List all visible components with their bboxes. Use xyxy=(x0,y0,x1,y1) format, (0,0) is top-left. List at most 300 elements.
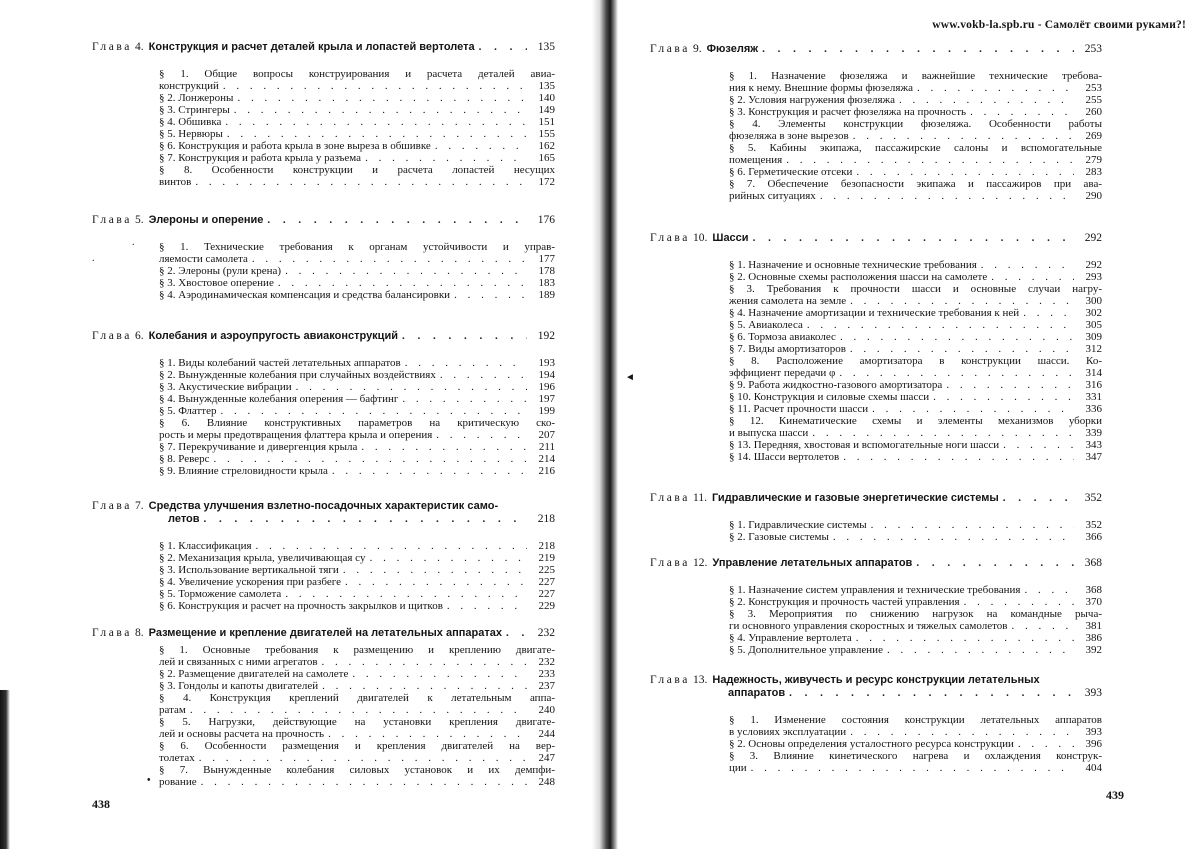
right-page xyxy=(612,0,1200,849)
section-text xyxy=(729,451,1102,463)
section-title-cont: ния к нему. Внешние формы фюзеляжа xyxy=(729,82,913,94)
section-title: § 2. Основные схемы расположения шасси на самолете xyxy=(729,271,988,283)
dot-leader xyxy=(435,140,527,152)
section-page: 331 xyxy=(1085,391,1102,403)
dot-leader xyxy=(252,253,527,265)
section-page: 240 xyxy=(538,704,555,716)
chapter-number: 13. xyxy=(693,674,708,686)
chapter-heading xyxy=(650,492,1102,505)
dot-leader xyxy=(214,453,528,465)
section-title-cont: рийных ситуациях xyxy=(729,190,816,202)
section-list xyxy=(159,241,555,301)
section-text xyxy=(729,738,1102,750)
chapter-title: Размещение и крепление двигателей на летательных аппаратах xyxy=(148,627,502,639)
section-title: § 7. Вынужденные колебания силовых установок и их демпфи- xyxy=(159,764,555,776)
dot-leader xyxy=(352,668,527,680)
section-page: 316 xyxy=(1085,379,1102,391)
chapter-word: Глава xyxy=(92,41,133,53)
section-entry xyxy=(159,381,555,393)
section-entry xyxy=(159,600,555,612)
section-list xyxy=(729,714,1102,774)
section-entry xyxy=(729,166,1102,178)
section-title: § 1. Классификация xyxy=(159,540,252,552)
section-page: 225 xyxy=(538,564,555,576)
section-title: § 6. Тормоза авиаколес xyxy=(729,331,836,343)
section-page: 194 xyxy=(538,369,555,381)
dot-leader xyxy=(332,465,527,477)
section-text xyxy=(159,644,555,668)
chapter-page: 368 xyxy=(1084,557,1102,569)
section-page: 232 xyxy=(538,656,555,668)
section-entry xyxy=(159,265,555,277)
dot-leader xyxy=(850,343,1074,355)
section-entry xyxy=(159,116,555,128)
section-page: 233 xyxy=(538,668,555,680)
dot-leader xyxy=(1003,439,1074,451)
section-page: 211 xyxy=(538,441,555,453)
chapter-entry xyxy=(650,492,1102,543)
section-text xyxy=(159,740,555,764)
section-text xyxy=(159,104,555,116)
section-page: 199 xyxy=(538,405,555,417)
section-title: § 3. Хвостовое оперение xyxy=(159,277,274,289)
section-title: § 5. Нагрузки, действующие на установки крепления двигате- xyxy=(159,716,555,728)
chapter-entry xyxy=(650,557,1102,656)
section-text xyxy=(159,576,555,588)
section-title: § 3. Влияние кинетического нагрева и охлаждения конструк- xyxy=(729,750,1102,762)
section-entry xyxy=(729,319,1102,331)
section-page: 290 xyxy=(1085,190,1102,202)
section-line2 xyxy=(729,130,1102,142)
section-page: 219 xyxy=(538,552,555,564)
section-page: 155 xyxy=(538,128,555,140)
dot-leader xyxy=(1003,492,1074,505)
chapter-heading-cont xyxy=(650,687,1102,700)
page-number-right: 439 xyxy=(1106,788,1124,802)
chapter-word: Глава xyxy=(650,557,691,569)
chapter-heading xyxy=(92,627,555,640)
section-title-cont: лей и связанных с ними агрегатов xyxy=(159,656,318,668)
section-title: § 8. Реверс xyxy=(159,453,210,465)
dot-leader xyxy=(220,405,527,417)
scan-mark: . xyxy=(132,237,135,248)
section-entry xyxy=(159,540,555,552)
section-text xyxy=(159,692,555,716)
dot-leader xyxy=(820,190,1074,202)
dot-leader xyxy=(328,728,527,740)
section-text xyxy=(159,540,555,552)
section-title-cont: ляемости самолета xyxy=(159,253,248,265)
chapter-number: 12. xyxy=(693,557,708,569)
chapter-page: 292 xyxy=(1084,232,1102,244)
section-line2 xyxy=(159,176,555,188)
section-line2 xyxy=(729,762,1102,774)
section-line2 xyxy=(729,620,1102,632)
section-page: 314 xyxy=(1085,367,1102,379)
page-number-left: 438 xyxy=(92,797,110,811)
section-title: § 13. Передняя, хвостовая и вспомогательные ноги шасси xyxy=(729,439,1000,451)
dot-leader xyxy=(223,80,527,92)
section-title: § 1. Назначение систем управления и технические требования xyxy=(729,584,1021,596)
section-title: § 1. Гидравлические системы xyxy=(729,519,867,531)
chapter-title: Шасси xyxy=(712,232,749,244)
section-title: § 3. Гондолы и капоты двигателей xyxy=(159,680,319,692)
chapter-heading xyxy=(650,557,1102,570)
section-title-cont: рование xyxy=(159,776,197,788)
dot-leader xyxy=(436,429,527,441)
section-entry xyxy=(159,644,555,668)
dot-leader xyxy=(887,644,1074,656)
chapter-title: Фюзеляж xyxy=(706,43,759,55)
section-entry xyxy=(159,405,555,417)
section-title: § 3. Мероприятия по снижению нагрузок на командные рыча- xyxy=(729,608,1102,620)
section-page: 352 xyxy=(1085,519,1102,531)
section-page: 255 xyxy=(1085,94,1102,106)
section-text xyxy=(729,584,1102,596)
site-header: www.vokb-la.spb.ru - Самолёт своими руками?! xyxy=(932,19,1186,31)
section-text xyxy=(159,277,555,289)
section-title: § 11. Расчет прочности шасси xyxy=(729,403,869,415)
section-page: 336 xyxy=(1085,403,1102,415)
section-title: § 1. Изменение состояния конструкции летательных аппаратов xyxy=(729,714,1102,726)
dot-leader xyxy=(402,393,527,405)
section-title: § 4. Элементы конструкции фюзеляжа. Особенности работы xyxy=(729,118,1102,130)
section-entry xyxy=(159,152,555,164)
section-page: 244 xyxy=(538,728,555,740)
section-entry xyxy=(729,644,1102,656)
section-entry xyxy=(729,415,1102,439)
section-text xyxy=(729,403,1102,415)
dot-leader xyxy=(237,92,527,104)
chapter-word: Глава xyxy=(92,330,133,342)
dot-leader xyxy=(751,762,1074,774)
chapter-word: Глава xyxy=(92,500,133,512)
section-entry xyxy=(159,68,555,92)
section-page: 197 xyxy=(538,393,555,405)
section-line2 xyxy=(729,427,1102,439)
section-text xyxy=(159,289,555,301)
dot-leader xyxy=(365,152,527,164)
section-text xyxy=(159,152,555,164)
section-title: § 6. Конструкция и работа крыла в зоне выреза в обшивке xyxy=(159,140,431,152)
chapter-entry xyxy=(92,214,555,301)
section-title: § 3. Конструкция и расчет фюзеляжа на прочность xyxy=(729,106,967,118)
chapter-number: 7. xyxy=(135,500,144,512)
section-entry xyxy=(729,439,1102,451)
section-title-cont: помещения xyxy=(729,154,783,166)
chapter-entry xyxy=(650,43,1102,202)
dot-leader xyxy=(370,552,527,564)
section-text xyxy=(729,118,1102,142)
section-text xyxy=(729,271,1102,283)
section-page: 312 xyxy=(1085,343,1102,355)
section-text xyxy=(729,94,1102,106)
section-text xyxy=(159,588,555,600)
section-page: 396 xyxy=(1085,738,1102,750)
section-entry xyxy=(729,331,1102,343)
chapter-number: 10. xyxy=(693,232,708,244)
section-title: § 6. Конструкция и расчет на прочность закрылков и щитков xyxy=(159,600,443,612)
section-page: 227 xyxy=(538,576,555,588)
section-entry xyxy=(729,632,1102,644)
dot-leader xyxy=(1024,584,1074,596)
chapter-number: 8. xyxy=(135,627,144,639)
section-text xyxy=(159,381,555,393)
section-page: 189 xyxy=(538,289,555,301)
section-entry xyxy=(729,596,1102,608)
section-title-cont: и выпуска шасси xyxy=(729,427,809,439)
dot-leader xyxy=(853,130,1074,142)
dot-leader xyxy=(850,295,1074,307)
section-text xyxy=(729,283,1102,307)
section-entry xyxy=(729,750,1102,774)
section-entry xyxy=(159,128,555,140)
chapter-heading-cont xyxy=(92,513,555,526)
dot-leader xyxy=(361,441,527,453)
section-entry xyxy=(159,588,555,600)
section-title-cont: толетах xyxy=(159,752,195,764)
dot-leader xyxy=(753,232,1074,245)
section-title-cont: эффициент передачи φ xyxy=(729,367,836,379)
chapter-heading xyxy=(650,43,1102,56)
section-title: § 1. Технические требования к органам устойчивости и управ- xyxy=(159,241,555,253)
section-text xyxy=(729,355,1102,379)
section-text xyxy=(729,142,1102,166)
dot-leader xyxy=(843,451,1074,463)
section-entry xyxy=(729,584,1102,596)
section-page: 293 xyxy=(1085,271,1102,283)
section-line2 xyxy=(159,253,555,265)
chapter-word: Глава xyxy=(92,627,133,639)
section-title-cont: винтов xyxy=(159,176,192,188)
section-page: 368 xyxy=(1085,584,1102,596)
section-page: 269 xyxy=(1085,130,1102,142)
section-page: 178 xyxy=(538,265,555,277)
section-page: 196 xyxy=(538,381,555,393)
section-page: 183 xyxy=(538,277,555,289)
section-entry xyxy=(729,391,1102,403)
section-text xyxy=(159,453,555,465)
section-title: § 5. Дополнительное управление xyxy=(729,644,883,656)
section-page: 370 xyxy=(1085,596,1102,608)
section-entry xyxy=(159,692,555,716)
section-page: 366 xyxy=(1085,531,1102,543)
section-page: 381 xyxy=(1085,620,1102,632)
section-text xyxy=(159,116,555,128)
section-page: 177 xyxy=(538,253,555,265)
chapter-page: 192 xyxy=(537,330,555,342)
dot-leader xyxy=(899,94,1074,106)
dot-leader xyxy=(850,726,1074,738)
section-page: 151 xyxy=(538,116,555,128)
section-entry xyxy=(159,357,555,369)
section-page: 253 xyxy=(1085,82,1102,94)
section-title: § 8. Особенности конструкции и расчета лопастей несущих xyxy=(159,164,555,176)
section-line2 xyxy=(729,295,1102,307)
dot-leader xyxy=(1018,738,1074,750)
section-text xyxy=(159,164,555,188)
section-entry xyxy=(729,70,1102,94)
chapter-title: Гидравлические и газовые энергетические системы xyxy=(711,492,999,504)
section-entry xyxy=(159,241,555,265)
section-title: § 2. Лонжероны xyxy=(159,92,234,104)
dot-leader xyxy=(991,271,1074,283)
section-title: § 7. Конструкция и работа крыла у разъема xyxy=(159,152,362,164)
section-title: § 5. Авиаколеса xyxy=(729,319,803,331)
dot-leader xyxy=(195,176,527,188)
dot-leader xyxy=(204,513,527,526)
chapter-title: Надежность, живучесть и ресурс конструкции летательных xyxy=(712,674,1040,686)
section-title: § 4. Аэродинамическая компенсация и средства балансировки xyxy=(159,289,451,301)
section-entry xyxy=(729,519,1102,531)
section-title: § 9. Влияние стреловидности крыла xyxy=(159,465,328,477)
section-page: 305 xyxy=(1085,319,1102,331)
section-page: 207 xyxy=(538,429,555,441)
chapter-heading xyxy=(92,41,555,54)
section-entry xyxy=(729,531,1102,543)
section-page: 165 xyxy=(538,152,555,164)
dot-leader xyxy=(402,330,527,343)
section-title: § 5. Флаттер xyxy=(159,405,217,417)
section-text xyxy=(729,166,1102,178)
section-line2 xyxy=(159,704,555,716)
section-entry xyxy=(159,740,555,764)
section-entry xyxy=(729,94,1102,106)
dot-leader xyxy=(296,381,527,393)
section-title: § 8. Расположение амортизатора в конструкции шасси. Ко- xyxy=(729,355,1102,367)
dot-leader xyxy=(1023,307,1074,319)
section-title: § 3. Акустические вибрации xyxy=(159,381,292,393)
chapter-word: Глава xyxy=(650,43,691,55)
dot-leader xyxy=(762,43,1074,56)
section-title: § 5. Кабины экипажа, пассажирские салоны и вспомогательные xyxy=(729,142,1102,154)
chapter-heading xyxy=(92,214,555,227)
section-entry xyxy=(159,441,555,453)
chapter-number: 6. xyxy=(135,330,144,342)
dot-leader xyxy=(234,104,527,116)
section-page: 227 xyxy=(538,588,555,600)
section-text xyxy=(729,714,1102,738)
dot-leader xyxy=(970,106,1074,118)
section-entry xyxy=(729,403,1102,415)
section-entry xyxy=(159,369,555,381)
chapter-heading xyxy=(650,232,1102,245)
scan-mark: • xyxy=(147,775,151,786)
chapter-entry xyxy=(92,41,555,188)
chapter-title: Управление летательных аппаратов xyxy=(712,557,913,569)
dot-leader xyxy=(201,776,527,788)
section-text xyxy=(729,391,1102,403)
section-title: § 10. Конструкция и силовые схемы шасси xyxy=(729,391,930,403)
section-title: § 1. Виды колебаний частей летательных аппаратов xyxy=(159,357,401,369)
section-title: § 2. Элероны (рули крена) xyxy=(159,265,282,277)
section-page: 135 xyxy=(538,80,555,92)
section-title-cont: ратам xyxy=(159,704,186,716)
chapter-number: 5. xyxy=(135,214,144,226)
section-title: § 2. Механизация крыла, увеличивающая cy xyxy=(159,552,366,564)
section-title: § 4. Вынужденные колебания оперения — бафтинг xyxy=(159,393,399,405)
section-text xyxy=(729,106,1102,118)
chapter-page: 352 xyxy=(1084,492,1102,504)
section-page: 404 xyxy=(1085,762,1102,774)
dot-leader xyxy=(856,632,1074,644)
section-list xyxy=(159,68,555,188)
section-title: § 3. Стрингеры xyxy=(159,104,230,116)
section-page: 172 xyxy=(538,176,555,188)
chapter-page: 135 xyxy=(537,41,555,53)
chapter-number: 4. xyxy=(135,41,144,53)
section-text xyxy=(729,596,1102,608)
dot-leader xyxy=(506,627,527,640)
chapter-page: 176 xyxy=(537,214,555,226)
dot-leader xyxy=(1011,620,1074,632)
section-text xyxy=(159,265,555,277)
section-text xyxy=(159,668,555,680)
dot-leader xyxy=(267,214,527,227)
section-list xyxy=(729,70,1102,202)
section-list xyxy=(729,584,1102,656)
section-title: § 9. Работа жидкостно-газового амортизатора xyxy=(729,379,943,391)
chapter-title: Средства улучшения взлетно-посадочных характеристик само- xyxy=(148,500,499,512)
chapter-number: 9. xyxy=(693,43,702,55)
dot-leader xyxy=(916,557,1074,570)
section-text xyxy=(159,564,555,576)
section-list xyxy=(729,259,1102,463)
section-text xyxy=(159,465,555,477)
section-title: § 2. Конструкция и прочность частей управления xyxy=(729,596,960,608)
chapter-page: 218 xyxy=(537,513,555,525)
section-entry xyxy=(159,716,555,740)
chapter-page: 232 xyxy=(537,627,555,639)
section-entry xyxy=(159,576,555,588)
chapter-page: 253 xyxy=(1084,43,1102,55)
section-title: § 2. Размещение двигателей на самолете xyxy=(159,668,349,680)
section-page: 218 xyxy=(538,540,555,552)
dot-leader xyxy=(440,369,527,381)
scan-mark: ◄ xyxy=(625,372,635,383)
section-page: 392 xyxy=(1085,644,1102,656)
section-title-cont: фюзеляжа в зоне вырезов xyxy=(729,130,849,142)
section-title: § 5. Нервюры xyxy=(159,128,223,140)
section-page: 193 xyxy=(538,357,555,369)
section-page: 214 xyxy=(538,453,555,465)
dot-leader xyxy=(840,331,1074,343)
section-text xyxy=(729,379,1102,391)
dot-leader xyxy=(833,531,1074,543)
section-text xyxy=(159,764,555,788)
section-text xyxy=(729,608,1102,632)
section-line2 xyxy=(159,728,555,740)
section-text xyxy=(729,415,1102,439)
section-entry xyxy=(159,465,555,477)
dot-leader xyxy=(190,704,527,716)
section-title-cont: ги основного управления скоростных и тяжелых самолетов xyxy=(729,620,1008,632)
section-title: § 7. Виды амортизаторов xyxy=(729,343,846,355)
section-title: § 5. Торможение самолета xyxy=(159,588,282,600)
chapter-title: Элероны и оперение xyxy=(148,214,264,226)
section-text xyxy=(159,68,555,92)
chapter-heading xyxy=(92,330,555,343)
section-title: § 7. Перекручивание и дивергенция крыла xyxy=(159,441,358,453)
section-list xyxy=(159,540,555,612)
section-title: § 12. Кинематические схемы и элементы механизмов уборки xyxy=(729,415,1102,427)
dot-leader xyxy=(807,319,1074,331)
section-entry xyxy=(159,453,555,465)
dot-leader xyxy=(946,379,1074,391)
section-text xyxy=(159,405,555,417)
section-page: 339 xyxy=(1085,427,1102,439)
dot-leader xyxy=(343,564,527,576)
